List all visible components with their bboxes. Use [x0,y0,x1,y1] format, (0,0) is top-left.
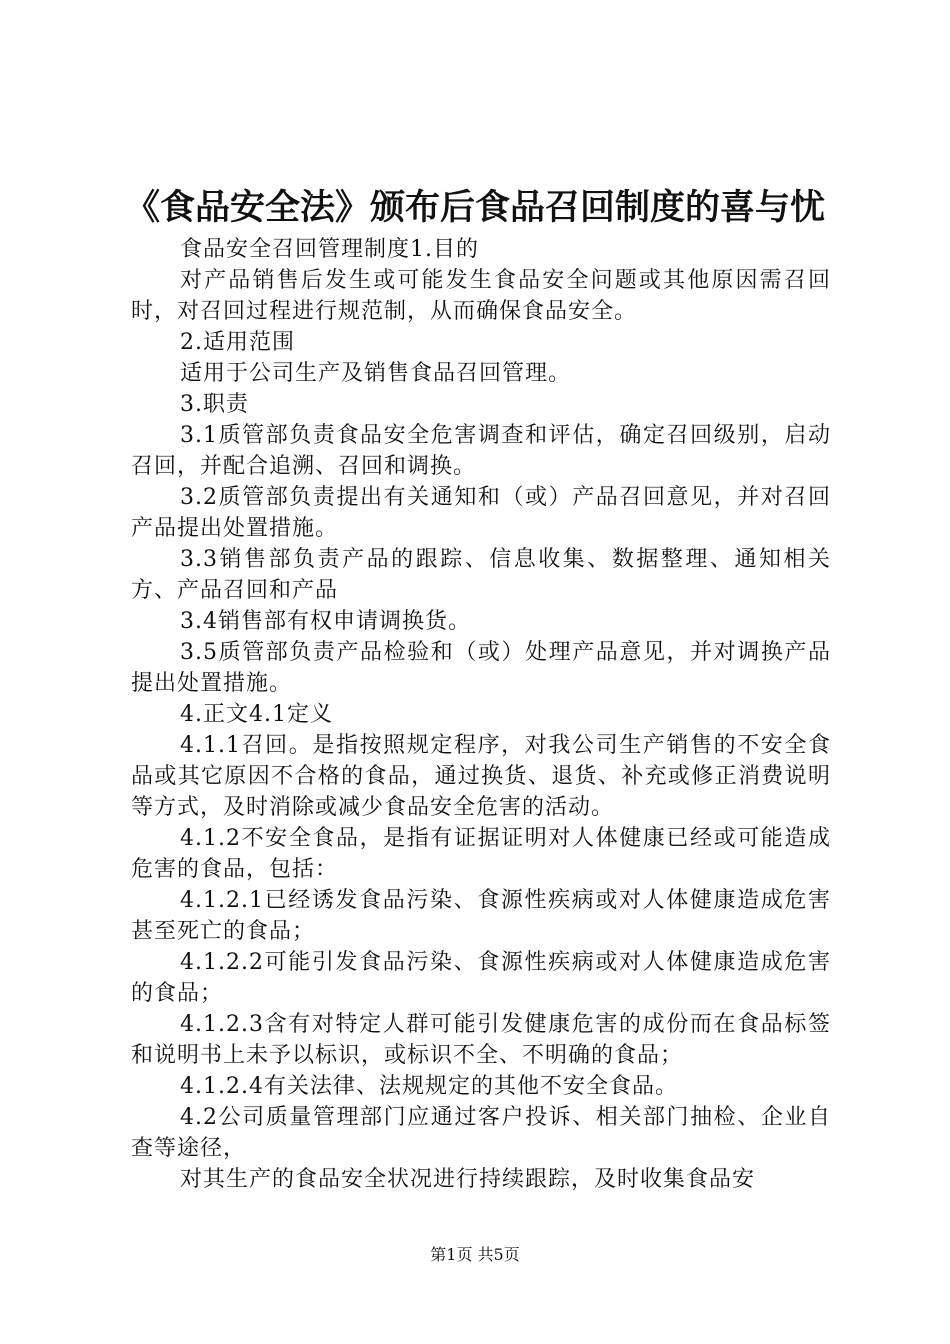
paragraph: 3.5质管部负责产品检验和（或）处理产品意见，并对调换产品提出处置措施。 [131,640,831,696]
page-number-footer: 第1页 共5页 [430,1245,520,1264]
paragraph: 4.1.2.1已经诱发食品污染、食源性疾病或对人体健康造成危害甚至死亡的食品； [131,888,831,944]
paragraph: 3.2质管部负责提出有关通知和（或）产品召回意见，并对召回产品提出处置措施。 [131,485,831,541]
paragraph: 2.适用范围 [180,330,295,355]
paragraph: 食品安全召回管理制度1.目的 [180,237,479,262]
paragraph: 4.1.1召回。是指按照规定程序，对我公司生产销售的不安全食品或其它原因不合格的食品，通过换货、退货、补充或修正消费说明等方式，及时消除或减少食品安全危害的活动。 [131,733,831,820]
paragraph: 对其生产的食品安全状况进行持续跟踪，及时收集食品安 [180,1167,756,1192]
paragraph: 3.职责 [180,392,249,417]
paragraph: 4.正文4.1定义 [180,702,333,727]
paragraph: 3.3销售部负责产品的跟踪、信息收集、数据整理、通知相关方、产品召回和产品 [131,547,831,603]
paragraph: 4.2公司质量管理部门应通过客户投诉、相关部门抽检、企业自查等途径， [131,1105,831,1161]
paragraph: 3.1质管部负责食品安全危害调查和评估，确定召回级别，启动召回，并配合追溯、召回和调换。 [131,423,831,479]
paragraph: 3.4销售部有权申请调换货。 [180,609,471,634]
document-body [131,234,831,1195]
document-title: 《食品安全法》颁布后食品召回制度的喜与忧 [124,188,825,228]
paragraph: 4.1.2.4有关法律、法规规定的其他不安全食品。 [180,1074,678,1099]
paragraph: 4.1.2不安全食品，是指有证据证明对人体健康已经或可能造成危害的食品，包括： [131,826,831,882]
paragraph: 对产品销售后发生或可能发生食品安全问题或其他原因需召回时，对召回过程进行规范制，从而确保食品安全。 [131,268,831,324]
paragraph: 4.1.2.2可能引发食品污染、食源性疾病或对人体健康造成危害的食品； [131,950,831,1006]
paragraph: 4.1.2.3含有对特定人群可能引发健康危害的成份而在食品标签和说明书上未予以标识，或标识不全、不明确的食品； [131,1012,831,1068]
paragraph: 适用于公司生产及销售食品召回管理。 [180,361,572,386]
